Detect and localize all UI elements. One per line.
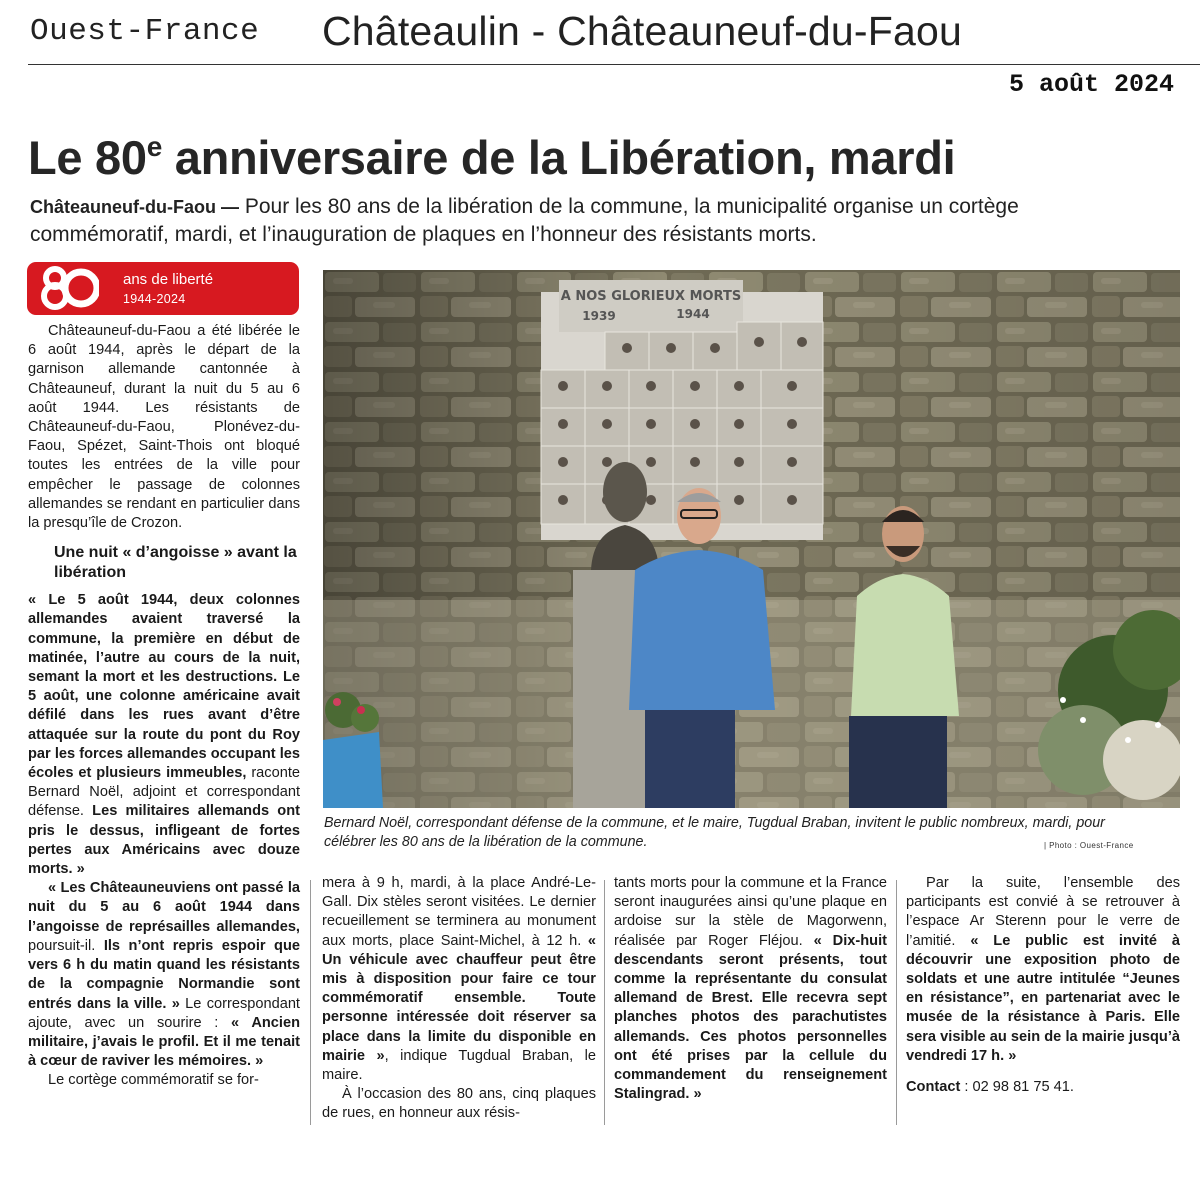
paragraph: Le cortège commémoratif se for- — [48, 1072, 259, 1089]
text: poursuit-il. — [28, 937, 96, 954]
plaque-heading: A NOS GLORIEUX MORTS — [560, 289, 742, 304]
text: Par la suite, l’ensemble des participants est convié à se retrouver à l’espace Ar Sterenn pour le verre de l’amitié. — [906, 875, 1180, 949]
article-column-2 — [322, 874, 596, 1124]
column-divider — [896, 880, 897, 1125]
column-divider — [310, 880, 311, 1125]
quote: Ils n’ont repris espoir que vers 6 h du matin quand les résistants de la compagnie Normandie sont entrés dans la ville. » — [28, 937, 300, 1012]
lead-dateline: Châteauneuf-du-Faou — — [30, 197, 239, 217]
paragraph: Châteauneuf-du-Faou a été libérée le 6 août 1944, après le départ de la garnison allemande cantonnée à Châteauneuf, durant la nuit du 5 au 6 août 1944. Les résistants de Châteauneuf-du-Faou, Plonévez-du-Faou, Spézet, Saint-Thois ont bloqué toutes les entrées de la ville pour empêcher le passage de colonnes allemandes se rendant en particulier dans la presqu’île de Crozon. — [28, 323, 300, 532]
article-headline — [28, 130, 955, 185]
text: raconte Bernard Noël, adjoint et correspondant défense. — [28, 765, 301, 820]
quote: « Le public est invité à découvrir une exposition photo de soldats et une autre intitulée “Jeunes en résistance”, en partenariat avec le musée de la résistance à Paris. Elle sera visible au sein de la mairie jusqu’à vendredi 17 h. » — [906, 932, 1180, 1064]
contact-phone: : 02 98 81 75 41. — [960, 1079, 1074, 1096]
flower-planter — [323, 692, 383, 808]
headline-start: Le 80 — [28, 131, 147, 184]
paragraph — [906, 874, 1180, 1066]
plaque-year-right: 1944 — [676, 307, 710, 321]
header-divider — [28, 64, 1200, 65]
plaque-year-left: 1939 — [582, 309, 616, 323]
paragraph — [614, 874, 887, 1104]
text: tants morts pour la commune et la France seront inaugurées ainsi qu’une plaque en ardoise sur la stèle de Magorwenn, réalisée par Roger Fléjou. — [614, 875, 887, 949]
quote: « Le 5 août 1944, deux colonnes allemandes avaient traversé la commune, la première en début de matinée, l’autre au cours de la nuit, semant la mort et les destructions. Le 5 août, une colonne américaine avait défilé dans les rues avant d’être attaquée sur la route du pont du Roy par les forces allemandes occupant les écoles et plusieurs immeubles, — [28, 592, 300, 782]
paragraph: À l’occasion des 80 ans, cinq plaques de rues, en honneur aux résis- — [322, 1086, 596, 1122]
text: Le correspondant ajoute, avec un sourire : — [28, 995, 300, 1031]
section-title: Châteaulin - Châteauneuf-du-Faou — [322, 8, 963, 54]
quote: « Les Châteauneuviens ont passé la nuit du 5 au 6 août 1944 dans l’angoisse de représailles allemandes, — [28, 880, 300, 935]
anniversary-badge — [27, 262, 299, 315]
quote: « Ancien militaire, j’avais le profil. Et il me tenait à cœur de raviver les mémoires. » — [28, 1014, 300, 1070]
text: mera à 9 h, mardi, à la place André-Le-Gall. Dix stèles seront visitées. Le dernier recueillement se terminera au monument aux morts, place Saint-Michel, à 12 h. — [322, 875, 596, 949]
article-column-3 — [614, 874, 887, 1104]
article-column-4 — [906, 874, 1180, 1097]
lead-text: Pour les 80 ans de la libération de la commune, la municipalité organise un cortège commémoratif, mardi, et l’inauguration de plaques en l’honneur des résistants morts. — [30, 195, 1019, 246]
paragraph — [322, 874, 596, 1085]
photo-caption: Bernard Noël, correspondant défense de la commune, et le maire, Tugdual Braban, invitent le public nombreux, mardi, pour célébrer les 80 ans de la libération de la commune. — [324, 815, 1105, 850]
column-divider — [604, 880, 605, 1125]
badge-years: 1944-2024 — [123, 292, 186, 306]
text: , indique Tugdual Braban, le maire. — [322, 1047, 597, 1084]
headline-superscript: e — [146, 131, 162, 162]
contact-label: Contact — [906, 1079, 961, 1096]
paragraph — [28, 879, 300, 1071]
paragraph — [28, 591, 300, 879]
publication-date: 5 août 2024 — [1008, 70, 1174, 99]
quote: « Dix-huit descendants seront présents, tout comme la représentante du consulat allemand de Brest. Elle recevra sept planches photos des parachutistes allemands. Ces photos personnelles ont été prises par la cellule du commandement du renseignement Stalingrad. » — [614, 932, 887, 1103]
quote: « Un véhicule avec chauffeur peut être mis à disposition pour faire ce tour commémoratif ensemble. Toute personne intéressée doit réserver sa place dans la limite du disponible en mairie » — [322, 932, 597, 1064]
anniversary-80-logo — [37, 266, 99, 310]
quote: Les militaires allemands ont pris le dessus, infligeant de fortes pertes aux Américains avec douze morts. » — [28, 803, 300, 878]
article-photo — [323, 270, 1180, 808]
subheading: Une nuit « d’angoisse » avant la libération — [54, 544, 297, 582]
masthead: Ouest-France — [30, 14, 260, 49]
contact-line — [906, 1078, 1180, 1097]
article-column-1 — [28, 322, 300, 1091]
badge-title: ans de liberté — [123, 271, 214, 288]
headline-end: anniversaire de la Libération, mardi — [161, 131, 956, 184]
photo-credit: | Photo : Ouest-France — [1044, 841, 1134, 850]
article-lead — [30, 193, 1030, 248]
